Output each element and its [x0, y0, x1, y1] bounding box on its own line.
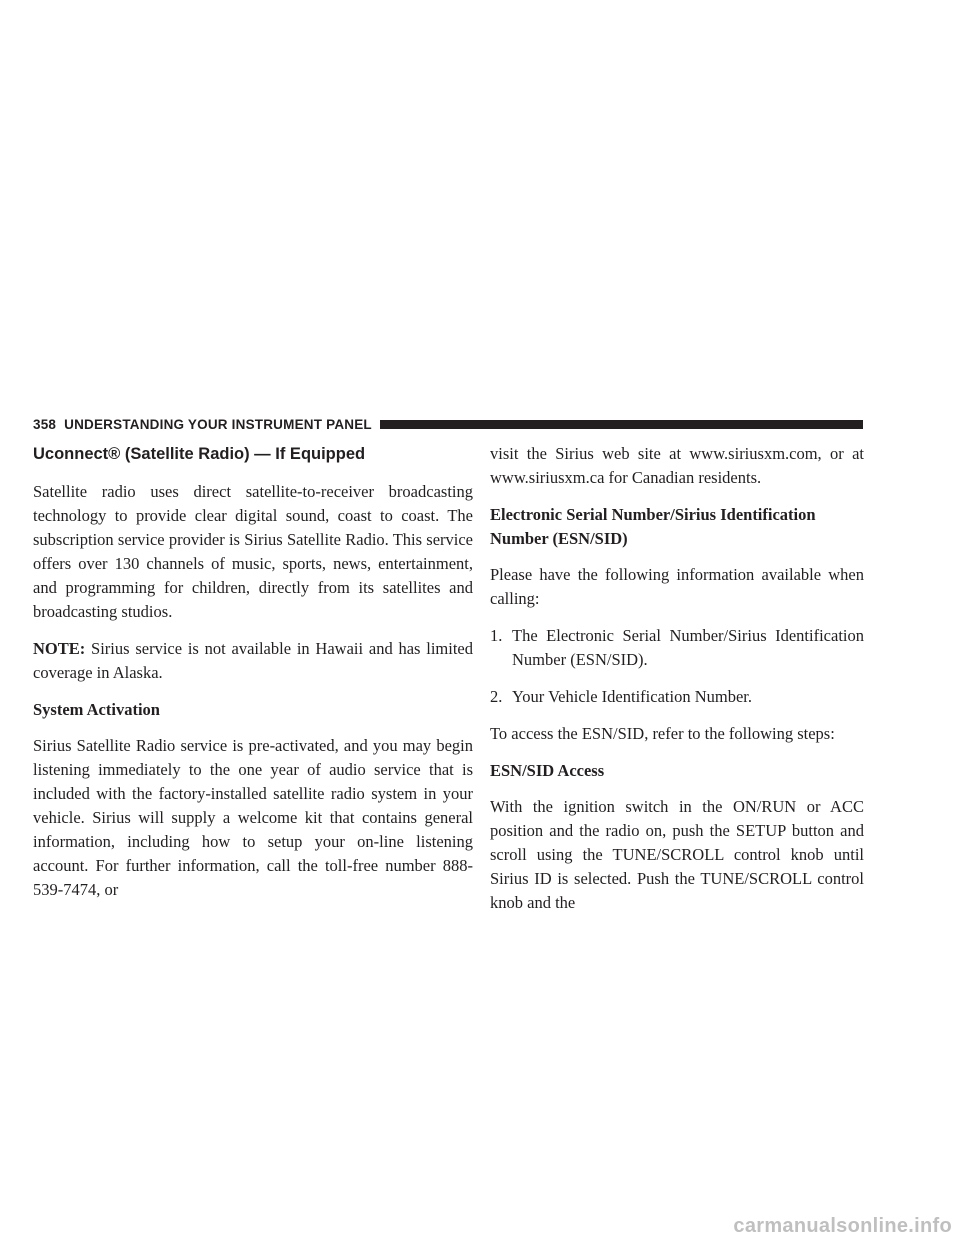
watermark: carmanualsonline.info: [733, 1215, 952, 1237]
section-title: UNDERSTANDING YOUR INSTRUMENT PANEL: [64, 416, 372, 432]
esn-sid-access-heading: ESN/SID Access: [490, 761, 605, 780]
list-item: [490, 624, 864, 672]
list-item: [490, 685, 864, 709]
page-number: 358: [33, 416, 57, 432]
intro-paragraph: Satellite radio uses direct satellite-to-receiver broadcasting technology to provide clear digital sound, coast to coast. The subscription service provider is Sirius Satellite Radio. This service offers over 130 channels of music, sports, news, entertainment, and programming for children, directly from its satellites and broadcasting studios.: [33, 482, 473, 621]
note-label: NOTE:: [33, 639, 86, 658]
note-text: Sirius service is not available in Hawaii and has limited coverage in Alaska.: [33, 639, 473, 682]
list-number: 1.: [490, 626, 503, 645]
list-text: Your Vehicle Identification Number.: [512, 687, 752, 706]
info-paragraph: Please have the following information available when calling:: [490, 565, 864, 608]
list-text: The Electronic Serial Number/Sirius Identification Number (ESN/SID).: [512, 626, 864, 669]
continued-paragraph: visit the Sirius web site at www.siriusxm.com, or at www.siriusxm.ca for Canadian residents.: [490, 444, 864, 487]
activation-paragraph: Sirius Satellite Radio service is pre-activated, and you may begin listening immediately to the one year of audio service that is included with the factory-installed satellite radio system in your vehicle. Sirius will supply a welcome kit that contains general information, including how to setup your on-line listening account. For further information, call the toll-free number 888-539-7474, or: [33, 736, 473, 899]
esn-sid-heading: Electronic Serial Number/Sirius Identification Number (ESN/SID): [490, 505, 816, 548]
note-paragraph: [33, 637, 473, 685]
main-heading: Uconnect® (Satellite Radio) — If Equipped: [33, 445, 366, 463]
right-column: [490, 442, 864, 928]
steps-intro-paragraph: To access the ESN/SID, refer to the following steps:: [490, 724, 835, 743]
left-column: [33, 442, 473, 915]
list-number: 2.: [490, 687, 503, 706]
access-paragraph: With the ignition switch in the ON/RUN or ACC position and the radio on, push the SETUP button and scroll using the TUNE/SCROLL control knob until Sirius ID is selected. Push the TUNE/SCROLL control knob and the: [490, 797, 864, 912]
system-activation-heading: System Activation: [33, 700, 160, 719]
page-header: [33, 414, 863, 434]
header-rule: [380, 420, 863, 429]
